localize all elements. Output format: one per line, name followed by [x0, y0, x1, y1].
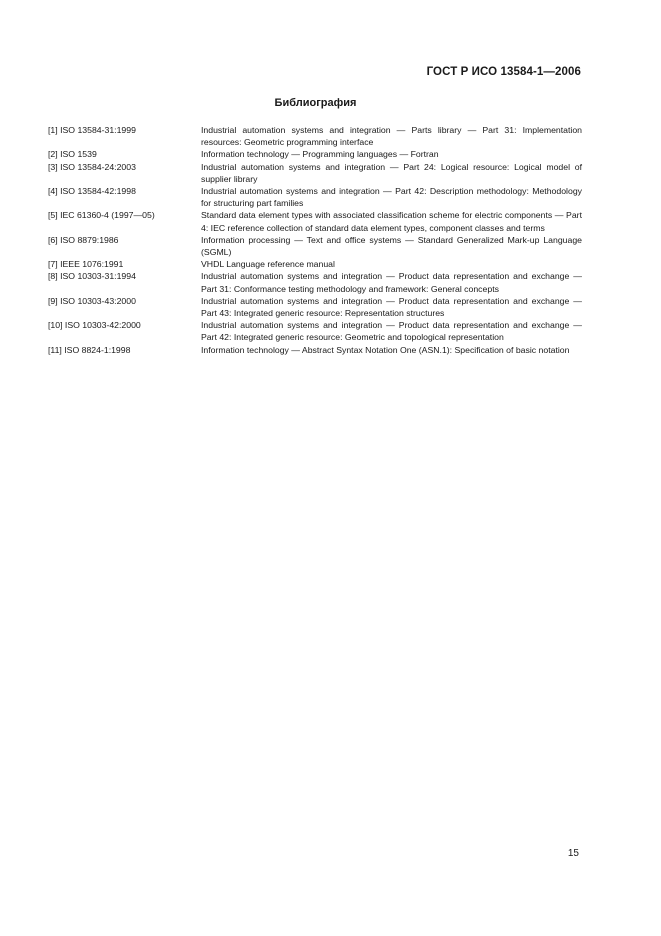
bibliography-entry — [48, 319, 582, 343]
bibliography-ref: [2] ISO 1539 — [48, 149, 97, 160]
bibliography-entry — [48, 258, 582, 270]
bibliography-ref: [11] ISO 8824-1:1998 — [48, 344, 131, 355]
bibliography-text: Standard data element types with associated classification scheme for electric components — Part 4: IEC reference collection of standard data element types, component classes and terms — [201, 210, 582, 233]
bibliography-text: Information technology — Abstract Syntax Notation One (ASN.1): Specification of basic notation — [201, 344, 570, 355]
page-title: Библиография — [274, 97, 357, 109]
bibliography-ref: [4] ISO 13584-42:1998 — [48, 186, 136, 197]
bibliography-list — [48, 124, 582, 356]
bibliography-ref: [8] ISO 10303-31:1994 — [48, 271, 136, 282]
bibliography-text: Industrial automation systems and integration — Part 24: Logical resource: Logical model of supplier library — [201, 161, 582, 184]
bibliography-ref: [1] ISO 13584-31:1999 — [48, 125, 136, 135]
bibliography-entry — [48, 148, 582, 160]
bibliography-entry — [48, 270, 582, 294]
bibliography-text: Industrial automation systems and integration — Product data representation and exchange — Part 42: Integrated generic resource: Geometric and topological representation — [201, 320, 582, 343]
bibliography-ref: [3] ISO 13584-24:2003 — [48, 161, 136, 172]
bibliography-ref: [6] ISO 8879:1986 — [48, 234, 119, 245]
bibliography-text: Information technology — Programming languages — Fortran — [201, 149, 439, 160]
bibliography-text: VHDL Language reference manual — [201, 259, 335, 270]
bibliography-ref: [7] IEEE 1076:1991 — [48, 259, 124, 270]
page-number: 15 — [567, 848, 579, 859]
bibliography-ref: [5] IEC 61360-4 (1997—05) — [48, 210, 155, 221]
document-code: ГОСТ Р ИСО 13584-1—2006 — [426, 66, 581, 78]
bibliography-entry — [48, 185, 582, 209]
bibliography-entry — [48, 234, 582, 258]
bibliography-text: Information processing — Text and office systems — Standard Generalized Mark-up Language (SGML) — [201, 234, 582, 258]
bibliography-text: Industrial automation systems and integration — Product data representation and exchange — Part 43: Integrated generic resource: Representation structures — [201, 295, 582, 319]
bibliography-ref: [10] ISO 10303-42:2000 — [48, 320, 141, 331]
bibliography-text: Industrial automation systems and integration — Parts library — Part 31: Implementation resources: Geometric programming interface — [201, 125, 582, 148]
bibliography-entry — [48, 209, 582, 233]
bibliography-entry — [48, 124, 582, 148]
bibliography-entry — [48, 344, 582, 356]
bibliography-entry — [48, 161, 582, 185]
bibliography-text: Industrial automation systems and integration — Part 42: Description methodology: Methodology for structuring part families — [201, 186, 582, 209]
bibliography-text: Industrial automation systems and integration — Product data representation and exchange — Part 31: Conformance testing methodology and framework: General concepts — [201, 271, 582, 294]
bibliography-ref: [9] ISO 10303-43:2000 — [48, 295, 136, 306]
bibliography-entry — [48, 295, 582, 319]
